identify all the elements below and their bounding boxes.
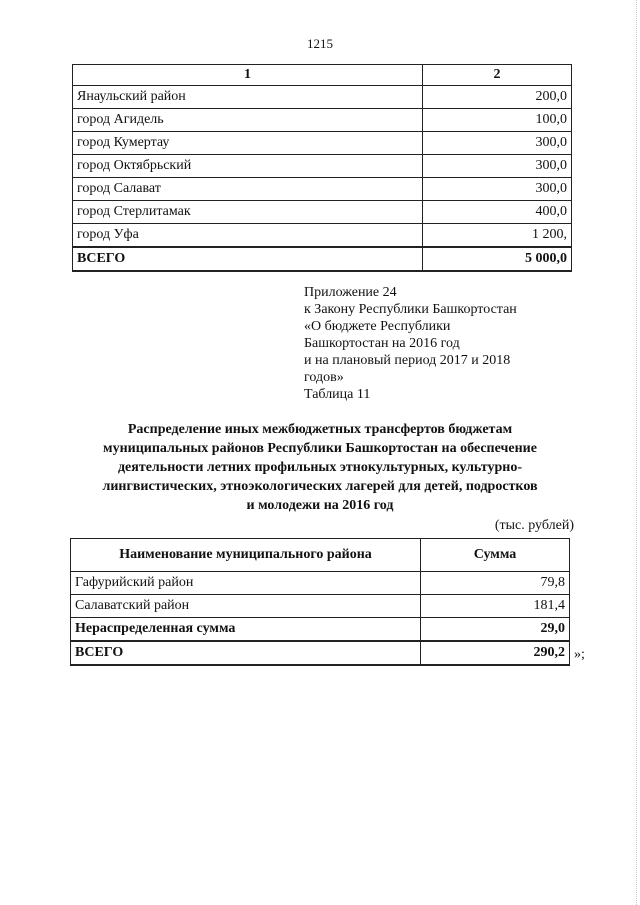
- annex-line: Приложение 24: [304, 285, 397, 300]
- annex-line: Башкортостан на 2016 год: [304, 336, 460, 351]
- transfers-table-11: [70, 538, 570, 666]
- row-name: город Салават: [73, 178, 423, 201]
- column-header-district: Наименование муниципального района: [71, 539, 421, 572]
- table-label: Таблица 11: [304, 387, 371, 402]
- row-value: 300,0: [423, 155, 572, 178]
- unallocated-value: 29,0: [421, 618, 570, 642]
- row-name: город Агидель: [73, 109, 423, 132]
- table-row: [73, 86, 572, 109]
- unallocated-label: Нераспределенная сумма: [71, 618, 421, 642]
- title-line: деятельности летних профильных этнокультурных, культурно-: [117, 460, 523, 475]
- row-value: 200,0: [423, 86, 572, 109]
- total-label: ВСЕГО: [71, 641, 421, 665]
- annex-line: «О бюджете Республики: [304, 319, 451, 334]
- row-value: 79,8: [421, 572, 570, 595]
- row-name: город Стерлитамак: [73, 201, 423, 224]
- column-header-2: 2: [423, 65, 572, 86]
- total-value: 5 000,0: [423, 247, 572, 271]
- table-row: [73, 155, 572, 178]
- annex-reference: [304, 284, 584, 403]
- page-number: 1215: [307, 36, 333, 51]
- title-line: муниципальных районов Республики Башкортостан на обеспечение: [103, 441, 537, 456]
- row-name: город Уфа: [73, 224, 423, 248]
- annex-line: годов»: [304, 370, 344, 385]
- table-row: [73, 201, 572, 224]
- table-row: [71, 572, 570, 595]
- row-name: город Кумертау: [73, 132, 423, 155]
- table-row: [73, 178, 572, 201]
- annex-line: и на плановый период 2017 и 2018: [304, 353, 511, 368]
- units-label: (тыс. рублей): [494, 518, 574, 533]
- row-value: 1 200,: [423, 224, 572, 248]
- row-name: город Октябрьский: [73, 155, 423, 178]
- table-title: [70, 420, 570, 515]
- column-header-1: 1: [73, 65, 423, 86]
- transfers-table-continued: [72, 64, 572, 272]
- annex-line: к Закону Республики Башкортостан: [304, 302, 517, 317]
- row-value: 400,0: [423, 201, 572, 224]
- table-row: [73, 132, 572, 155]
- row-value: 100,0: [423, 109, 572, 132]
- table-row: [71, 595, 570, 618]
- total-label: ВСЕГО: [73, 247, 423, 271]
- total-row: [73, 247, 572, 271]
- total-value: 290,2: [421, 641, 570, 665]
- unallocated-row: [71, 618, 570, 642]
- closing-quote-mark: »;: [574, 647, 585, 662]
- table-row: [73, 109, 572, 132]
- row-name: Гафурийский район: [71, 572, 421, 595]
- total-row: [71, 641, 570, 665]
- title-line: лингвистических, этноэкологических лагерей для детей, подростков: [102, 479, 538, 494]
- row-value: 181,4: [421, 595, 570, 618]
- row-value: 300,0: [423, 132, 572, 155]
- table-header-row: [71, 539, 570, 572]
- table-row: [73, 224, 572, 248]
- column-header-amount: Сумма: [421, 539, 570, 572]
- row-name: Янаульский район: [73, 86, 423, 109]
- page-edge: [635, 0, 637, 905]
- title-line: и молодежи на 2016 год: [246, 498, 394, 513]
- table-header-row: [73, 65, 572, 86]
- title-line: Распределение иных межбюджетных трансфертов бюджетам: [127, 422, 513, 437]
- row-value: 300,0: [423, 178, 572, 201]
- row-name: Салаватский район: [71, 595, 421, 618]
